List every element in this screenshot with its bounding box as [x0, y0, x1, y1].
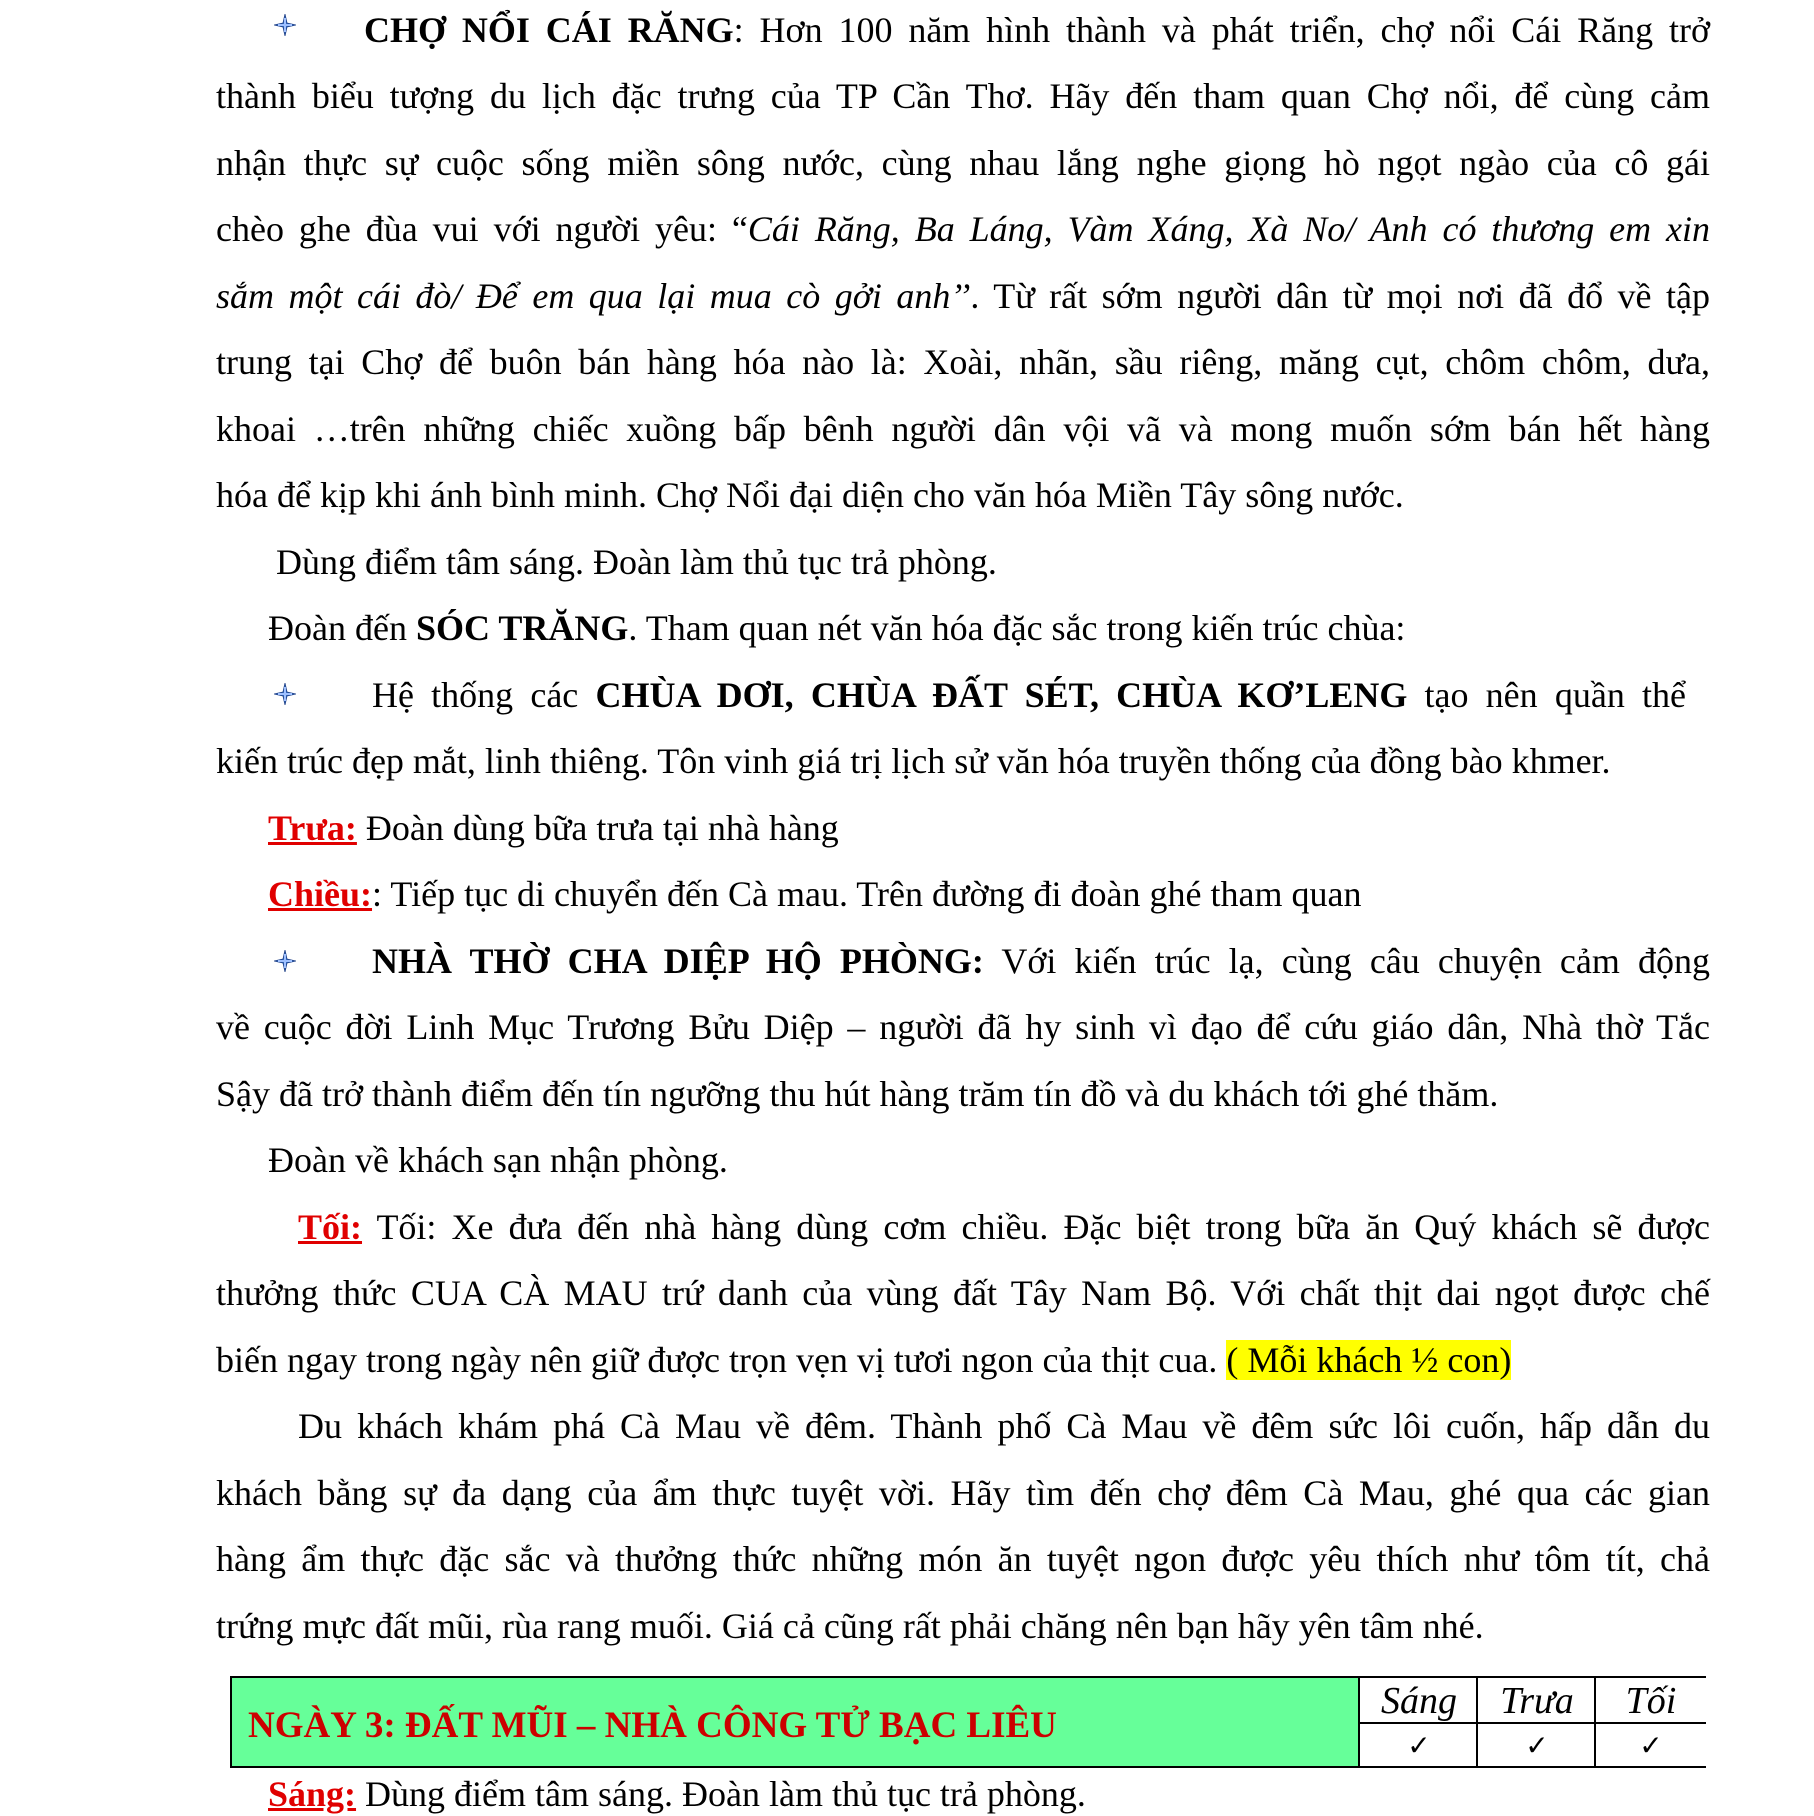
folk-song-quote: sắm một cái đò/ Để em qua lại mua cò gởi anh’’: [216, 276, 971, 316]
soc-trang-name: SÓC TRĂNG: [415, 608, 629, 648]
meal-name: Sáng: [1381, 1680, 1457, 1722]
evening-label: Tối:: [298, 1207, 363, 1247]
meal-column-lunch: [1476, 1678, 1596, 1766]
church-title: NHÀ THỜ CHA DIỆP HỘ PHÒNG:: [372, 941, 984, 981]
night-line-4: trứng mực đất mũi, rùa rang muối. Giá cả cũng rất phải chăng nên bạn hãy yên tâm nhé.: [216, 1606, 1484, 1646]
night-line-2: khách bằng sự đa dạng của ẩm thực tuyệt vời. Hãy tìm đến chợ đêm Cà Mau, ghé qua các gian: [216, 1473, 1710, 1513]
cai-rang-paragraph-line-6: trung tại Chợ để buôn bán hàng hóa nào là: Xoài, nhãn, sầu riêng, măng cụt, chôm chôm, dưa,: [216, 342, 1710, 382]
meal-column-dinner: [1594, 1678, 1706, 1766]
pagodas-line-2: kiến trúc đẹp mắt, linh thiêng. Tôn vinh giá trị lịch sử văn hóa truyền thống của đồng bào khmer.: [216, 741, 1611, 781]
afternoon-line: Chiều:: Tiếp tục di chuyển đến Cà mau. Trên đường đi đoàn ghé tham quan: [268, 874, 1362, 914]
day3-title: NGÀY 3: ĐẤT MŨI – NHÀ CÔNG TỬ BẠC LIÊU: [248, 1705, 1057, 1746]
star-bullet-icon: [274, 14, 296, 36]
pagoda-names: CHÙA DƠI, CHÙA ĐẤT SÉT, CHÙA KƠ’LENG: [595, 675, 1408, 715]
breakfast-line: Dùng điểm tâm sáng. Đoàn làm thủ tục trả phòng.: [276, 542, 997, 582]
evening-line-1: Tối: Tối: Xe đưa đến nhà hàng dùng cơm chiều. Đặc biệt trong bữa ăn Quý khách sẽ được: [298, 1207, 1710, 1247]
morning-label: Sáng:: [268, 1774, 357, 1814]
star-bullet-icon: [274, 683, 296, 705]
lunch-label: Trưa:: [268, 808, 357, 848]
check-icon: ✓: [1478, 1722, 1596, 1768]
meal-column-breakfast: [1358, 1678, 1478, 1766]
portion-highlight: ( Mỗi khách ½ con): [1226, 1340, 1512, 1380]
church-line-3: Sậy đã trở thành điểm đến tín ngưỡng thu hút hàng trăm tín đồ và du khách tới ghé thăm.: [216, 1074, 1499, 1114]
soc-trang-line: Đoàn đến SÓC TRĂNG. Tham quan nét văn hóa đặc sắc trong kiến trúc chùa:: [268, 608, 1406, 648]
morning-line: Sáng: Dùng điểm tâm sáng. Đoàn làm thủ tục trả phòng.: [268, 1774, 1086, 1814]
cai-rang-title: CHỢ NỔI CÁI RĂNG: [364, 10, 734, 50]
cai-rang-paragraph-line-1: CHỢ NỔI CÁI RĂNG: Hơn 100 năm hình thành và phát triển, chợ nổi Cái Răng trở: [364, 10, 1711, 50]
cai-rang-paragraph-line-7: khoai …trên những chiếc xuồng bấp bênh người dân vội vã và mong muốn sớm bán hết hàng: [216, 409, 1710, 449]
evening-line-2: thưởng thức CUA CÀ MAU trứ danh của vùng đất Tây Nam Bộ. Với chất thịt dai ngọt được chế: [216, 1273, 1710, 1313]
evening-line-3: biến ngay trong ngày nên giữ được trọn vẹn vị tươi ngon của thịt cua. ( Mỗi khách ½ con): [216, 1340, 1512, 1380]
checkin-line: Đoàn về khách sạn nhận phòng.: [268, 1140, 728, 1180]
cai-rang-paragraph-line-5: sắm một cái đò/ Để em qua lại mua cò gởi anh’’. Từ rất sớm người dân từ mọi nơi đã đổ về tập: [216, 276, 1710, 316]
pagodas-line-1: Hệ thống các CHÙA DƠI, CHÙA ĐẤT SÉT, CHÙA KƠ’LENG tạo nên quần thể: [372, 675, 1686, 715]
night-line-3: hàng ẩm thực đặc sắc và thưởng thức những món ăn tuyệt ngon được yêu thích như tôm tít, chả: [216, 1539, 1710, 1579]
cai-rang-paragraph-line-8: hóa để kịp khi ánh bình minh. Chợ Nổi đại diện cho văn hóa Miền Tây sông nước.: [216, 475, 1404, 515]
cai-rang-paragraph-line-3: nhận thực sự cuộc sống miền sông nước, cùng nhau lắng nghe giọng hò ngọt ngào của cô gái: [216, 143, 1710, 183]
cai-rang-paragraph-line-4: chèo ghe đùa vui với người yêu: “Cái Răng, Ba Láng, Vàm Xáng, Xà No/ Anh có thương em xin: [216, 209, 1711, 249]
day3-header-bar: [230, 1676, 1706, 1768]
church-line-1: NHÀ THỜ CHA DIỆP HỘ PHÒNG: Với kiến trúc lạ, cùng câu chuyện cảm động: [372, 941, 1710, 981]
folk-song-quote: Cái Răng, Ba Láng, Vàm Xáng, Xà No/ Anh có thương em xin: [747, 209, 1711, 249]
check-icon: ✓: [1360, 1722, 1478, 1768]
church-line-2: về cuộc đời Linh Mục Trương Bửu Diệp – người đã hy sinh vì đạo để cứu giáo dân, Nhà thờ Tắc: [216, 1007, 1710, 1047]
check-icon: ✓: [1596, 1722, 1706, 1768]
night-line-1: Du khách khám phá Cà Mau về đêm. Thành phố Cà Mau về đêm sức lôi cuốn, hấp dẫn du: [298, 1406, 1710, 1446]
cai-rang-paragraph-line-2: thành biểu tượng du lịch đặc trưng của TP Cần Thơ. Hãy đến tham quan Chợ nổi, để cùng cảm: [216, 76, 1710, 116]
meal-name: Trưa: [1500, 1680, 1574, 1722]
lunch-line: Trưa: Đoàn dùng bữa trưa tại nhà hàng: [268, 808, 839, 848]
star-bullet-icon: [274, 950, 296, 972]
meal-name: Tối: [1625, 1680, 1677, 1722]
afternoon-label: Chiều:: [268, 874, 373, 914]
